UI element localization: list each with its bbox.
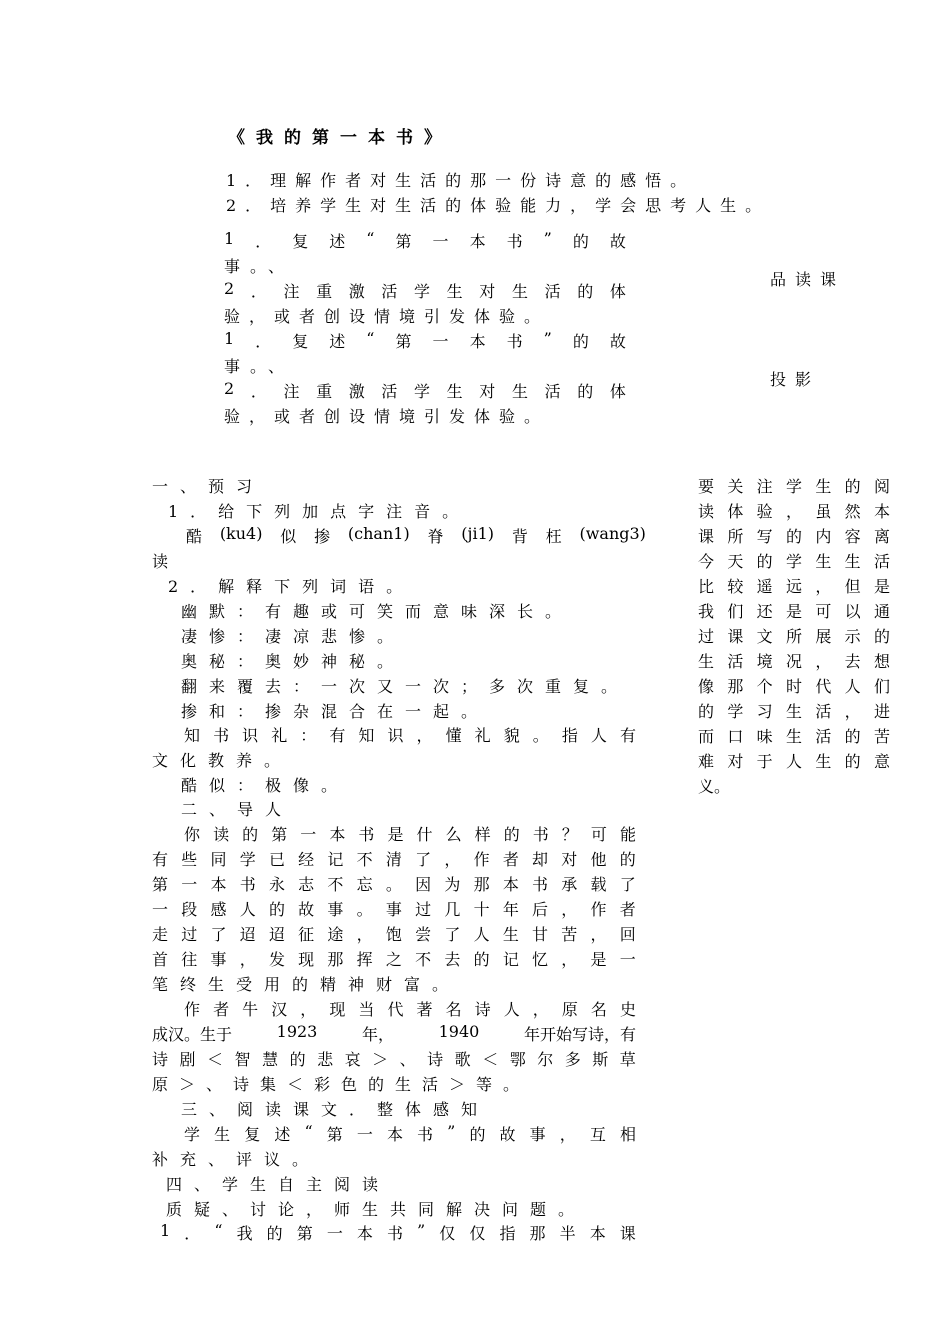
word-6b: 文化教养。	[152, 751, 293, 770]
focus-line-2a: 2 ． 注 重 激 活 学 生 对 生 活 的 体	[224, 279, 626, 301]
word-5: 掺和：掺杂混合在一起。	[181, 702, 490, 721]
side-note-line: 义。	[698, 777, 731, 796]
side-note-line: 像 那 个 时 代 人 们	[698, 677, 890, 696]
paragraph-1	[152, 822, 636, 997]
paragraph-5	[160, 1221, 636, 1244]
pinyin-line-text: 酷 (ku4) 似 掺 (chan1) 脊 (ji1) 背 枉 (wang3)	[186, 524, 646, 546]
word-4: 翻来覆去：一次又一次；多次重复。	[181, 677, 630, 696]
p5-text: 1 ． “ 我 的 第 一 本 书 ” 仅 仅 指 那 半 本 课	[160, 1221, 636, 1243]
side-note-line: 比 较 遥 远 ， 但 是	[698, 577, 890, 596]
p1-line: 一 段 感 人 的 故 事 。 事 过 几 十 年 后 ， 作 者	[152, 900, 636, 919]
side-note-line: 今 天 的 学 生 生 活	[698, 552, 890, 571]
pinyin-line	[186, 524, 646, 547]
focus-line-2b: 验，或者创设情境引发体验。	[224, 307, 550, 326]
pinyin-line-wrap: 读	[152, 552, 169, 571]
p3-line: 学 生 复 述 “ 第 一 本 书 ” 的 故 事 ， 互 相	[184, 1122, 636, 1144]
word-1: 幽默：有趣或可笑而意味深长。	[181, 602, 574, 621]
side-note-line: 的 学 习 生 活 ， 进	[698, 702, 890, 721]
side-note	[698, 474, 890, 799]
p3-line: 补充、评议。	[152, 1150, 321, 1169]
p1-line: 你 读 的 第 一 本 书 是 什 么 样 的 书 ？ 可 能	[184, 825, 636, 844]
focus-line-4b: 验，或者创设情境引发体验。	[224, 407, 550, 426]
section-3-title: 三、阅读课文．整体感知	[181, 1100, 490, 1119]
section-2-title: 二、导人	[181, 800, 294, 819]
teaching-aid: 投影	[770, 370, 821, 389]
focus-block	[224, 229, 626, 429]
side-note-line: 我 们 还 是 可 以 通	[698, 602, 890, 621]
lesson-type: 品读课	[770, 270, 846, 289]
focus-line-1b: 事。、	[224, 257, 295, 276]
side-note-line: 课 所 写 的 内 容 离	[698, 527, 890, 546]
side-note-line: 读 体 验 ， 虽 然 本	[698, 502, 890, 521]
side-note-line: 要 关 注 学 生 的 阅	[698, 477, 890, 496]
p2-line: 诗 剧 ＜ 智 慧 的 悲 哀 ＞ 、 诗 歌 ＜ 鄂 尔 多 斯 草	[152, 1050, 636, 1069]
p2-line: 成汉。生于 1923 年， 1940 年开始写诗，有	[152, 1022, 636, 1044]
side-note-line: 难 对 于 人 生 的 意	[698, 752, 890, 771]
p1-line: 首 往 事 ， 发 现 那 挥 之 不 去 的 记 忆 ， 是 一	[152, 950, 636, 969]
section-1-q2: 2．解释下列词语。	[168, 577, 415, 596]
side-note-line: 而 口 味 生 活 的 苦	[698, 727, 890, 746]
document-title: 《我的第一本书》	[228, 128, 452, 148]
p1-line: 第 一 本 书 永 志 不 忘 。 因 为 那 本 书 承 载 了	[152, 875, 636, 894]
focus-line-4a: 2 ． 注 重 激 活 学 生 对 生 活 的 体	[224, 379, 626, 401]
section-1-q1: 1．给下列加点字注音。	[168, 502, 471, 521]
paragraph-2	[152, 997, 636, 1097]
focus-line-3b: 事。、	[224, 357, 295, 376]
paragraph-3	[152, 1122, 636, 1172]
goal-1: 1．理解作者对生活的那一份诗意的感悟。	[226, 171, 696, 190]
p1-line: 笔终生受用的精神财富。	[152, 975, 461, 994]
section-4-title: 四、学生自主阅读	[166, 1175, 391, 1194]
p1-line: 走 过 了 迢 迢 征 途 ， 饱 尝 了 人 生 甘 苦 ， 回	[152, 925, 636, 944]
side-note-line: 生 活 境 况 ， 去 想	[698, 652, 890, 671]
focus-line-3a: 1 ． 复 述 “ 第 一 本 书 ” 的 故	[224, 329, 626, 351]
word-2: 凄惨：凄凉悲惨。	[181, 627, 406, 646]
word-6a	[184, 723, 636, 746]
focus-line-1a: 1 ． 复 述 “ 第 一 本 书 ” 的 故	[224, 229, 626, 251]
goal-2: 2．培养学生对生活的体验能力，学会思考人生。	[226, 196, 771, 215]
word-7: 酷似：极像。	[181, 776, 350, 795]
paragraph-4: 质疑、讨论，师生共同解决问题。	[166, 1200, 587, 1219]
p1-line: 有 些 同 学 已 经 记 不 清 了 ， 作 者 却 对 他 的	[152, 850, 636, 869]
p2-line: 作 者 牛 汉 ， 现 当 代 著 名 诗 人 ， 原 名 史	[184, 1000, 636, 1019]
p2-line: 原＞、诗集＜彩色的生活＞等。	[152, 1075, 531, 1094]
word-3: 奥秘：奥妙神秘。	[181, 652, 406, 671]
word-6a-text: 知 书 识 礼 ： 有 知 识 ， 懂 礼 貌 。 指 人 有	[184, 726, 636, 745]
side-note-line: 过 课 文 所 展 示 的	[698, 627, 890, 646]
section-1-title: 一、预习	[152, 477, 265, 496]
